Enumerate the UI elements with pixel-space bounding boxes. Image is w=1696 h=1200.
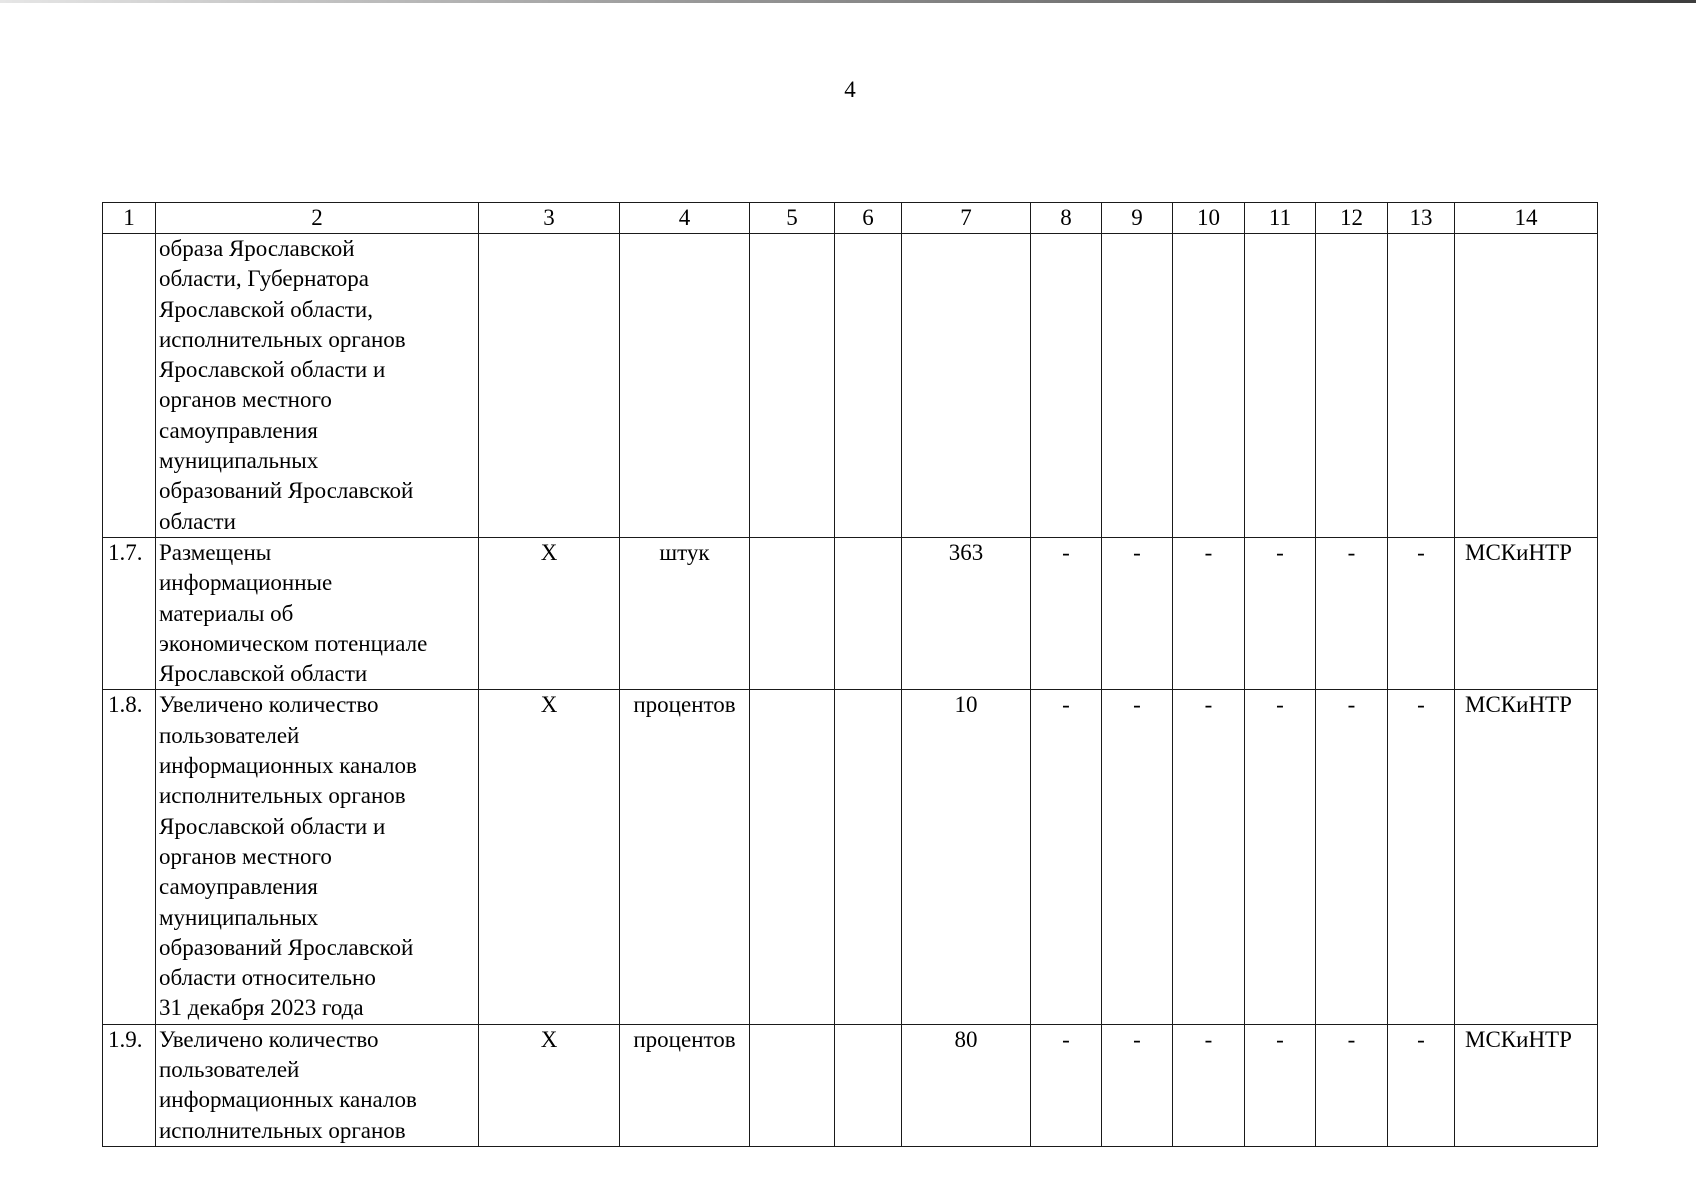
dash-cell: - [1316,690,1388,1024]
description-cell [156,1024,479,1146]
table-row [103,1024,1598,1146]
description-line: муниципальных [159,448,319,474]
row-number: 1.8. [103,690,156,1024]
dash-cell: - [1388,1024,1455,1146]
description-line: Ярославской области и [159,813,386,839]
responsible-cell: МСКиНТР [1455,690,1598,1024]
description-line: информационных каналов [159,753,417,779]
empty-cell [1388,234,1455,538]
description-line: информационных каналов [159,1087,417,1113]
dash-cell: - [1245,538,1316,690]
value-cell: 80 [902,1024,1031,1146]
empty-cell [1102,234,1173,538]
col5-cell [750,1024,835,1146]
description-line: информационные [159,570,333,596]
column-number: 14 [1455,203,1598,234]
table-row-continuation [103,234,1598,538]
description-line: самоуправления [159,874,318,900]
dash-cell: - [1173,1024,1245,1146]
col6-cell [835,690,902,1024]
empty-cell [1316,234,1388,538]
unit-cell: процентов [620,690,750,1024]
value-cell: 363 [902,538,1031,690]
description-line: самоуправления [159,417,318,443]
description-line: муниципальных [159,904,319,930]
row-number: 1.9. [103,1024,156,1146]
description-line: Увеличено количество [159,1026,379,1052]
col3-cell: Х [479,690,620,1024]
description-line: области [159,508,236,534]
dash-cell: - [1245,1024,1316,1146]
scan-top-edge [0,0,1696,3]
dash-cell: - [1245,690,1316,1024]
empty-cell [1173,234,1245,538]
dash-cell: - [1388,538,1455,690]
empty-cell [835,234,902,538]
empty-cell [620,234,750,538]
empty-cell [1245,234,1316,538]
description-cell [156,234,479,538]
col5-cell [750,538,835,690]
description-line: исполнительных органов [159,326,406,352]
empty-cell [750,234,835,538]
description-line: материалы об [159,600,294,626]
description-line: образований Ярославской [159,478,414,504]
empty-cell [1455,234,1598,538]
col6-cell [835,1024,902,1146]
responsible-cell: МСКиНТР [1455,538,1598,690]
dash-cell: - [1316,538,1388,690]
dash-cell: - [1173,690,1245,1024]
description-line: исполнительных органов [159,1117,406,1143]
dash-cell: - [1031,1024,1102,1146]
table-row [103,538,1598,690]
col6-cell [835,538,902,690]
value-cell: 10 [902,690,1031,1024]
unit-cell: штук [620,538,750,690]
description-line: органов местного [159,387,332,413]
description-line: Ярославской области и [159,357,386,383]
responsible-cell: МСКиНТР [1455,1024,1598,1146]
description-cell [156,538,479,690]
description-line: пользователей [159,1057,300,1083]
description-line: исполнительных органов [159,783,406,809]
description-line: пользователей [159,722,300,748]
empty-cell [479,234,620,538]
column-number: 9 [1102,203,1173,234]
dash-cell: - [1102,538,1173,690]
dash-cell: - [1031,690,1102,1024]
col3-cell: Х [479,1024,620,1146]
empty-cell [902,234,1031,538]
column-number: 12 [1316,203,1388,234]
description-line: Размещены [159,540,272,565]
unit-cell: процентов [620,1024,750,1146]
dash-cell: - [1102,690,1173,1024]
empty-cell [1031,234,1102,538]
dash-cell: - [1388,690,1455,1024]
row-number: 1.7. [103,538,156,690]
column-number-row [103,203,1598,234]
column-number: 10 [1173,203,1245,234]
dash-cell: - [1173,538,1245,690]
column-number: 4 [620,203,750,234]
description-cell [156,690,479,1024]
description-line: Увеличено количество [159,692,379,718]
dash-cell: - [1102,1024,1173,1146]
table-row [103,690,1598,1024]
description-line: 31 декабря 2023 года [159,995,364,1021]
column-number: 1 [103,203,156,234]
dash-cell: - [1031,538,1102,690]
col5-cell [750,690,835,1024]
description-line: области относительно [159,965,376,991]
description-line: образований Ярославской [159,934,414,960]
page-number: 4 [844,77,856,102]
column-number: 3 [479,203,620,234]
column-number: 7 [902,203,1031,234]
column-number: 13 [1388,203,1455,234]
column-number: 11 [1245,203,1316,234]
description-line: образа Ярославской [159,236,355,261]
column-number: 2 [156,203,479,234]
description-line: органов местного [159,843,332,869]
description-line: области, Губернатора [159,266,369,292]
indicators-table [102,202,1598,1147]
column-number: 8 [1031,203,1102,234]
dash-cell: - [1316,1024,1388,1146]
column-number: 6 [835,203,902,234]
description-line: экономическом потенциале [159,630,428,656]
description-line: Ярославской области [159,661,368,687]
row-number-cell [103,234,156,538]
description-line: Ярославской области, [159,296,373,322]
column-number: 5 [750,203,835,234]
col3-cell: Х [479,538,620,690]
